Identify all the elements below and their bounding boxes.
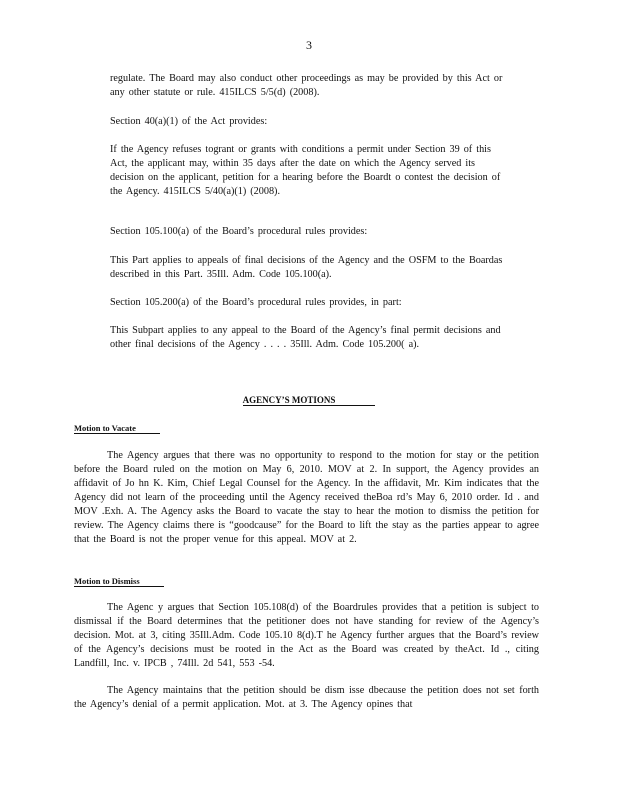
paragraph-agency-maintains: The Agency maintains that the petition should be dism isse dbecause the petition does not set forth the Agency’s denial of a permit application. Mot. at 3. The Agency opines that — [74, 685, 539, 710]
subheading-dismiss-text: Motion to Dismiss — [74, 576, 164, 587]
paragraph-section-40: Section 40(a)(1) of the Act provides: — [110, 116, 268, 127]
quote-section-105-100: This Part applies to appeals of final decisions of the Agency and the OSFM to the Boardas described in this Part. 35Ill. Adm. Code 105.100(a). — [110, 255, 503, 280]
section-heading-text: AGENCY’S MOTIONS — [243, 395, 376, 406]
paragraph-motion-to-dismiss: The Agenc y argues that Section 105.108(d) of the Boardrules provides that a petition is subject to dismissal if the Board determines that the petitioner does not have standing for review of the Agency’s decision. Mot. at 3, citing 35Ill.Adm. Code 105.10 8(d).T he Agency further argues that the Board’s review of the Agency’s decisions must be rooted in the Act as the Board was created by theAct. Id ., citing Landfill, Inc. v. IPCB , 74Ill. 2d 541, 553 -54. — [74, 602, 539, 669]
quote-section-40: If the Agency refuses togrant or grants with conditions a permit under Section 39 of this Act, the applicant may, within 35 days after the date on which the Agency served its decision on the applicant, petition for a hearing before the Boardt o contest the decision of the Agency. 415ILCS 5/40(a)(1) (2008). — [110, 144, 501, 197]
paragraph-section-105-100: Section 105.100(a) of the Board’s procedural rules provides: — [110, 226, 368, 237]
paragraph-section-105-200: Section 105.200(a) of the Board’s procedural rules provides, in part: — [110, 297, 402, 308]
quote-section-105-200: This Subpart applies to any appeal to the Board of the Agency’s final permit decisions and other final decisions of the Agency . . . . 35Ill. Adm. Code 105.200( a). — [110, 325, 501, 350]
subheading-dismiss — [74, 576, 164, 586]
subheading-vacate-text: Motion to Vacate — [74, 423, 160, 434]
paragraph-motion-to-vacate: The Agency argues that there was no opportunity to respond to the motion for stay or the petition before the Board ruled on the motion on May 6, 2010. MOV at 2. In support, the Agency provides an affidavit of Jo hn K. Kim, Chief Legal Counsel for the Agency. In the affidavit, Mr. Kim indicates that the Agency did not learn of the proceeding until the Agency received theBoa rd’s May 6, 2010 order. Id . and MOV .Exh. A. The Agency asks the Board to vacate the stay to hear the motion to dismiss the petition for review. The Agency claims there is “goodcause” for the Board to lift the stay as the parties appear to agree that the Board is not the proper venue for this appeal. MOV at 2. — [74, 450, 539, 545]
section-heading — [0, 395, 618, 405]
page-number: 3 — [306, 38, 312, 52]
subheading-vacate — [74, 423, 160, 433]
paragraph-regulate: regulate. The Board may also conduct other proceedings as may be provided by this Act or any other statute or rule. 415ILCS 5/5(d) (2008). — [110, 73, 503, 98]
